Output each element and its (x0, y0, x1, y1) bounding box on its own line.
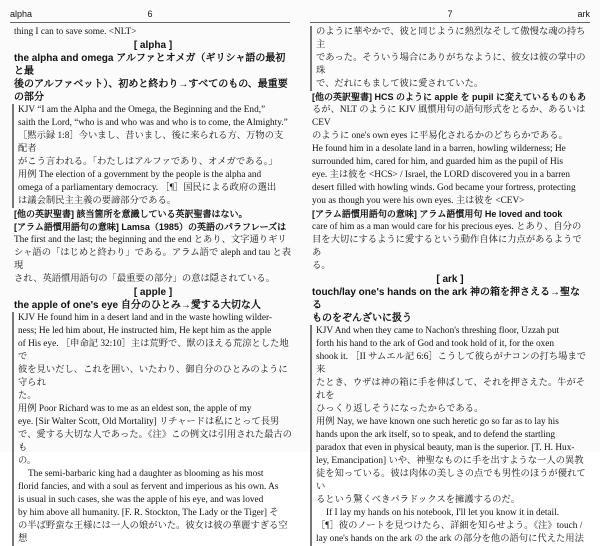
text-line: is usual in such cases, she was the apple of his eye, and was loved (18, 495, 264, 505)
text-line: がこう言われる。「わたしはアルファであり、オメガである。」 (18, 157, 278, 167)
text-line: shook it. ［II サムエル記 6:6］こうして彼らがナコンの打ち場まで来 (316, 352, 587, 375)
text-line: の半ば野蛮な王様には一人の娘がいた。彼女は彼の華麗すぎる空想 (18, 521, 288, 544)
right-page-body (312, 26, 588, 546)
section-heading-apple: [ apple ] (133, 287, 173, 298)
other-translations-label: [他の英訳聖書] HCS のように apple を pupil に変えているものもあ (312, 92, 587, 102)
text-line: 目を大切にするように愛するという動作自体に力点があるようであ (312, 235, 582, 258)
left-page-header (10, 8, 290, 23)
headword-gloss: ものをぞんざいに扱う (312, 313, 412, 324)
text-line: ley, Emancipation] いや、神聖なものに手を出すような一人の異教 (316, 456, 584, 466)
kjv-quote-block (12, 312, 292, 403)
text-line: you as though you were his own eyes. 主は彼を <CEV> (312, 196, 525, 206)
text-line: は議会制民主主義の要諦部分である。 (18, 196, 177, 206)
text-line: ［¶］彼のノートを見つけたら、詳細を知らせよう。《注》touch / (316, 521, 583, 531)
text-line: ness; He led him about, He instructed him, He kept him as the apple (18, 326, 272, 336)
text-line: るが、NLT のように KJV 風慣用句の語句形式をとるか、あるいは CEV (312, 105, 586, 128)
kjv-quote-block (310, 325, 588, 416)
kjv-quote-block (12, 104, 292, 169)
kjv-line: KJV He found him in a desert land and in the waste howling wilder- (18, 313, 272, 323)
text-line: paradox that even in physical beauty, man is the superior. [T. H. Hux- (316, 443, 575, 453)
usage-example-continued (310, 26, 588, 91)
aramaic-idiom-label: [アラム語慣用語句の意味] Lamsa（1985）の英語のパラフレーズは (14, 222, 287, 232)
text-line: のように one's own eyes に平易化されるかのどちらかである。 (312, 131, 568, 141)
other-translations-label: [他の英訳聖書] 該当箇所を意識している英訳聖書はない。 (14, 209, 248, 219)
left-page-body (14, 26, 292, 546)
text-line: care of him as a man would care for his precious eyes. とあり、自分の (312, 222, 582, 232)
text-line: lay one's hands on the ark の the ark の部分を他の語句に代えた用法 (316, 534, 584, 544)
usage-example-block (310, 416, 588, 546)
text-line: シャ語の「はじめと終わり」である。アラム語で aleph and tau と表現 (14, 248, 292, 271)
text-line: の。 (18, 456, 37, 466)
text-line: The first and the last; the beginning and the end とあり、文字通りギリ (14, 235, 287, 245)
right-page-header (310, 8, 590, 23)
text-line: The semi-barbaric king had a daughter as blooming as his most (28, 469, 264, 479)
headword-touch-the-ark: touch/lay one's hands on the ark 神の箱を押さえる→聖なる (312, 287, 580, 311)
section-heading-alpha: [ alpha ] (133, 40, 173, 51)
section-heading-ark: [ ark ] (436, 274, 464, 285)
headword-gloss: 後のアルファベット）、初めと終わり→すべてのもの、最重要の部分 (14, 79, 288, 103)
running-head-right: ark (577, 9, 590, 19)
right-page (300, 0, 600, 544)
text-line: by him above all humanity. [F. R. Stockton, The Lady or the Tiger] そ (18, 508, 279, 518)
text-line: He found him in a desolate land in a barren, howling wilderness; He (312, 144, 566, 154)
text-line: of His eye. ［申命記 32:10］主は荒野で、獣のほえる荒涼とした地で (18, 339, 289, 362)
aramaic-idiom-label: [アラム語慣用語句の意味] アラム語慣用句 He loved and took (312, 209, 563, 219)
left-page (0, 0, 301, 544)
usage-line: 用例 The election of a government by the people is the alpha and (18, 170, 262, 180)
headword-alpha-omega: the alpha and omega アルファとオメガ（ギリシャ語の最初と最 (14, 53, 286, 77)
text-line: で、だれにもまして彼に愛されていた。 (316, 79, 484, 89)
text-line: 彼を見いだし、これを囲い、いたわり、御自分のひとみのように守られ (18, 365, 288, 388)
kjv-line: KJV And when they came to Nachon's threshing floor, Uzzah put (316, 326, 560, 336)
text-line: desert filled with howling winds. God became your fortress, protecting (312, 183, 576, 193)
text-line: saith the Lord, “who is and who was and who is to come, the Almighty.” (18, 118, 288, 128)
usage-example-block (12, 169, 292, 208)
page-number-right: 7 (447, 9, 453, 19)
text-line: omega of a parliamentary democracy. ［¶］国民による政府の選出 (18, 183, 277, 193)
usage-line: 用例 Nay, we have known one such heretic go so far as to lay his (316, 417, 559, 427)
text-line: るという驚くべきパラドックスを擁護するのだ。 (316, 495, 521, 505)
text-line: florid fancies, and with a soul as fervent and imperious as his own. As (18, 482, 279, 492)
headword-apple-of-eye: the apple of one's eye 自分のひとみ→愛する大切な人 (14, 300, 261, 311)
text-line: ［黙示録 1:8］今いまし、昔いまし、後に来られる方、万物の支配者 (18, 131, 284, 154)
text-line: ひっくり返しそうになったからである。 (316, 404, 484, 414)
text-line: eye. 主は彼を <HCS> / Israel, the LORD discovered you in a barren (312, 170, 571, 180)
text-line: たとき、ウザは神の箱に手を伸ばして、それを押さえた。牛がそれを (316, 378, 586, 401)
text-line: 徒を知っている。彼は肉体の美しさの点でも男性のほうが優れてい (316, 469, 586, 492)
text-line: た。 (18, 391, 37, 401)
kjv-line: KJV “I am the Alpha and the Omega, the Beginning and the End,” (18, 105, 266, 115)
text-line: のように華やかで、彼と同じように熱烈なそして傲慢な魂の持ち主 (316, 27, 586, 50)
text-line: thing I can to save some. <NLT> (14, 27, 137, 37)
text-line: る。 (312, 261, 331, 271)
text-line: で、愛する大切な人であった。《注》この例文は引用された最古のも (18, 430, 292, 453)
usage-line: 用例 Poor Richard was to me as an eldest son, the apple of my (18, 404, 252, 414)
text-line: hands upon the ark itself, so to speak, and to defend the startling (316, 430, 556, 440)
usage-example-block (12, 403, 292, 546)
text-line: surrounded him, cared for him, and guarded him as the pupil of His (312, 157, 563, 167)
text-line: eye. [Sir Walter Scott, Old Mortality] リチャードは私にとって長男 (18, 417, 280, 427)
text-line: forth his hand to the ark of God and took hold of it, for the oxen (316, 339, 555, 349)
page-number-left: 6 (147, 9, 153, 19)
text-line: され、英語慣用語句の「最重要の部分」の意は隠されている。 (14, 274, 275, 284)
text-line: であった。そういう場合にありがちなように、彼女は彼の掌中の珠 (316, 53, 586, 76)
text-line: If I lay my hands on his notebook, I'll let you know it in detail. (326, 508, 560, 518)
running-head-left: alpha (10, 9, 33, 19)
